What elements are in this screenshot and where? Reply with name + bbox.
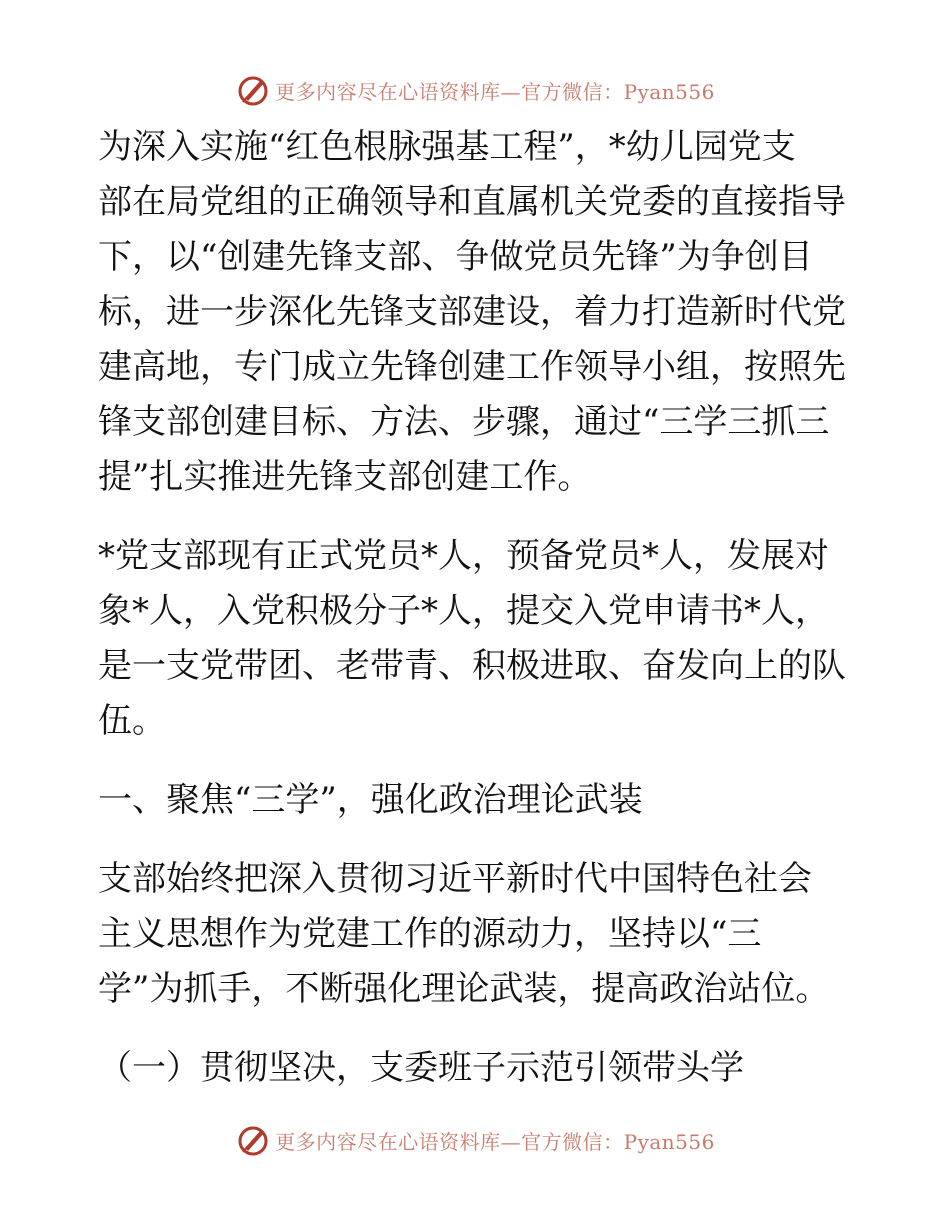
footer-watermark-id: Pyan556 xyxy=(623,1129,715,1154)
text-line: 支部始终把深入贯彻习近平新时代中国特色社会 xyxy=(98,859,812,899)
text-line: *党支部现有正式党员*人，预备党员*人，发展对 xyxy=(98,536,829,576)
footer-watermark xyxy=(0,1120,950,1160)
body-text xyxy=(98,120,858,1096)
text-line: 象*人，入党积极分子*人，提交入党申请书*人， xyxy=(98,591,829,631)
text-line: 学”为抓手，不断强化理论武装，提高政治站位。 xyxy=(98,969,830,1009)
text-line: 是一支党带团、老带青、积极进取、奋发向上的队 xyxy=(98,646,846,686)
heading-line: （一）贯彻坚决，支委班子示范引领带头学 xyxy=(98,1048,744,1088)
text-line: 伍。 xyxy=(98,701,166,741)
text-line: 为深入实施“红色根脉强基工程”，*幼儿园党支 xyxy=(98,127,796,167)
paragraph-1 xyxy=(98,120,858,505)
text-line: 提”扎实推进先锋支部创建工作。 xyxy=(98,457,592,497)
quill-logo-icon xyxy=(235,1122,271,1158)
text-line: 标，进一步深化先锋支部建设，着力打造新时代党 xyxy=(98,292,846,332)
paragraph-2 xyxy=(98,529,858,749)
text-line: 部在局党组的正确领导和直属机关党委的直接指导 xyxy=(98,182,846,222)
header-watermark-id: Pyan556 xyxy=(623,79,715,104)
paragraph-3 xyxy=(98,852,858,1017)
heading-line: 一、聚焦“三学”，强化政治理论武装 xyxy=(98,780,643,820)
subsection-heading xyxy=(98,1041,858,1096)
text-line: 建高地，专门成立先锋创建工作领导小组，按照先 xyxy=(98,347,846,387)
text-line: 锋支部创建目标、方法、步骤，通过“三学三抓三 xyxy=(98,402,830,442)
header-watermark-text: 更多内容尽在心语资料库—官方微信： xyxy=(275,79,624,104)
section-heading xyxy=(98,773,858,828)
quill-logo-icon xyxy=(235,72,271,108)
text-line: 下，以“创建先锋支部、争做党员先锋”为争创目 xyxy=(98,237,813,277)
footer-watermark-text: 更多内容尽在心语资料库—官方微信： xyxy=(275,1129,624,1154)
header-watermark xyxy=(0,70,950,110)
text-line: 主义思想作为党建工作的源动力，坚持以“三 xyxy=(98,914,762,954)
